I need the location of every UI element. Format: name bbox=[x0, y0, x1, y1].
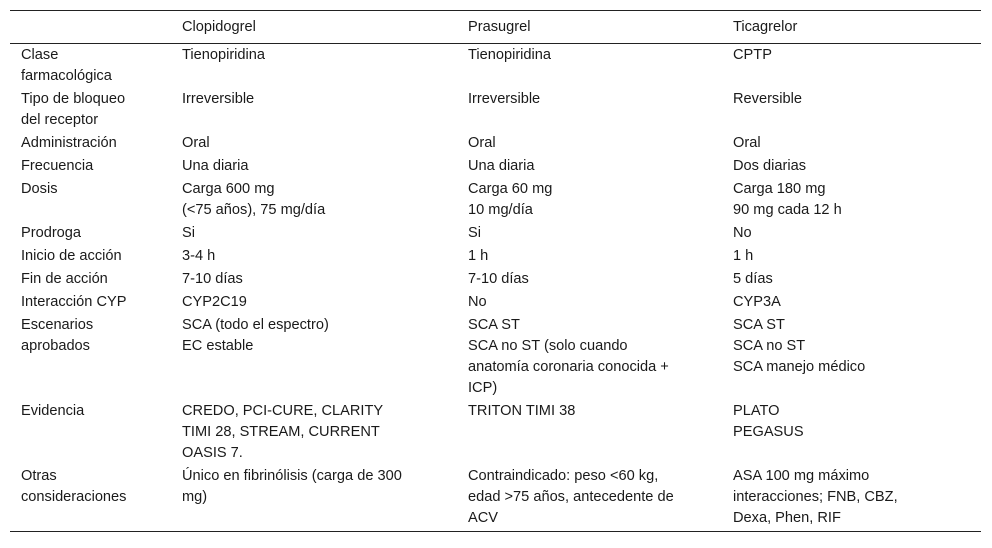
table-cell bbox=[171, 268, 457, 291]
table-cell bbox=[171, 88, 457, 132]
table-row bbox=[10, 88, 981, 132]
cell-text-line: Una diaria bbox=[468, 158, 535, 174]
table-cell bbox=[171, 178, 457, 222]
cell-text-line: 3-4 h bbox=[182, 248, 216, 264]
table-row bbox=[10, 132, 981, 155]
row-label-cell bbox=[10, 245, 171, 268]
table-cell bbox=[722, 88, 981, 132]
table-row bbox=[10, 400, 981, 465]
table-cell bbox=[722, 44, 981, 89]
row-label-cell bbox=[10, 155, 171, 178]
table-cell bbox=[171, 314, 457, 400]
cell-text-line: Otras bbox=[21, 468, 57, 484]
row-label-cell bbox=[10, 291, 171, 314]
header-cell: Clopidogrel bbox=[182, 18, 256, 35]
cell-text-line: Carga 180 mg bbox=[733, 181, 826, 197]
table-row bbox=[10, 44, 981, 89]
cell-text-line: Si bbox=[468, 225, 481, 241]
cell-text-line: Irreversible bbox=[468, 91, 541, 107]
table-header-row bbox=[10, 11, 981, 44]
table-cell bbox=[457, 314, 722, 400]
cell-text-line: SCA no ST bbox=[733, 338, 806, 354]
cell-text-line: CYP3A bbox=[733, 294, 781, 310]
header-cell: Prasugrel bbox=[468, 18, 531, 35]
cell-text-line: OASIS 7. bbox=[182, 445, 243, 461]
table-cell bbox=[722, 268, 981, 291]
table-cell bbox=[457, 291, 722, 314]
table-cell bbox=[457, 465, 722, 532]
table-cell bbox=[171, 155, 457, 178]
table-cell bbox=[457, 178, 722, 222]
cell-text-line: ASA 100 mg máximo bbox=[733, 468, 870, 484]
cell-text-line: consideraciones bbox=[21, 489, 127, 505]
cell-text-line: Una diaria bbox=[182, 158, 249, 174]
cell-text-line: 7-10 días bbox=[468, 271, 529, 287]
cell-text-line: Oral bbox=[733, 135, 761, 151]
cell-text-line: farmacológica bbox=[21, 68, 112, 84]
row-label-cell bbox=[10, 314, 171, 400]
cell-text-line: Clase bbox=[21, 47, 59, 63]
table-cell bbox=[722, 155, 981, 178]
table-row bbox=[10, 155, 981, 178]
antiplatelet-comparison-table bbox=[10, 10, 981, 532]
cell-text-line: TRITON TIMI 38 bbox=[468, 403, 576, 419]
cell-text-line: 1 h bbox=[468, 248, 489, 264]
cell-text-line: (<75 años), 75 mg/día bbox=[182, 202, 326, 218]
table-cell bbox=[171, 222, 457, 245]
cell-text-line: EC estable bbox=[182, 338, 254, 354]
table-cell bbox=[171, 400, 457, 465]
cell-text-line: SCA manejo médico bbox=[733, 359, 866, 375]
table-row bbox=[10, 465, 981, 532]
cell-text-line: Si bbox=[182, 225, 195, 241]
cell-text-line: Inicio de acción bbox=[21, 248, 122, 264]
cell-text-line: Tipo de bloqueo bbox=[21, 91, 126, 107]
table-row bbox=[10, 245, 981, 268]
cell-text-line: 7-10 días bbox=[182, 271, 243, 287]
table-cell bbox=[457, 132, 722, 155]
table-cell bbox=[722, 132, 981, 155]
cell-text-line: Carga 60 mg bbox=[468, 181, 553, 197]
table-cell bbox=[457, 245, 722, 268]
cell-text-line: Evidencia bbox=[21, 403, 85, 419]
cell-text-line: No bbox=[468, 294, 487, 310]
cell-text-line: Único en fibrinólisis (carga de 300 bbox=[182, 468, 402, 484]
cell-text-line: TIMI 28, STREAM, CURRENT bbox=[182, 424, 380, 440]
table-row bbox=[10, 291, 981, 314]
table-cell bbox=[171, 44, 457, 89]
cell-text-line: SCA (todo el espectro) bbox=[182, 317, 329, 333]
table-cell bbox=[722, 400, 981, 465]
cell-text-line: Irreversible bbox=[182, 91, 255, 107]
table-cell bbox=[171, 291, 457, 314]
cell-text-line: Fin de acción bbox=[21, 271, 108, 287]
table-cell bbox=[457, 155, 722, 178]
cell-text-line: 90 mg cada 12 h bbox=[733, 202, 842, 218]
row-label-cell bbox=[10, 222, 171, 245]
table-cell bbox=[457, 88, 722, 132]
table-cell bbox=[457, 268, 722, 291]
comparison-table-container bbox=[10, 10, 981, 532]
cell-text-line: CYP2C19 bbox=[182, 294, 247, 310]
cell-text-line: Tienopiridina bbox=[182, 47, 266, 63]
cell-text-line: anatomía coronaria conocida + bbox=[468, 359, 669, 375]
cell-text-line: Contraindicado: peso <60 kg, bbox=[468, 468, 659, 484]
cell-text-line: Dos diarias bbox=[733, 158, 806, 174]
cell-text-line: No bbox=[733, 225, 752, 241]
cell-text-line: Administración bbox=[21, 135, 117, 151]
table-cell bbox=[171, 465, 457, 532]
table-body bbox=[10, 44, 981, 532]
table-row bbox=[10, 314, 981, 400]
cell-text-line: Reversible bbox=[733, 91, 802, 107]
cell-text-line: ICP) bbox=[468, 380, 498, 396]
row-label-cell bbox=[10, 44, 171, 89]
cell-text-line: CREDO, PCI-CURE, CLARITY bbox=[182, 403, 384, 419]
cell-text-line: ACV bbox=[468, 510, 499, 526]
table-cell bbox=[171, 245, 457, 268]
table-cell bbox=[722, 245, 981, 268]
row-label-cell bbox=[10, 400, 171, 465]
cell-text-line: del receptor bbox=[21, 112, 99, 128]
table-row bbox=[10, 178, 981, 222]
cell-text-line: Oral bbox=[182, 135, 210, 151]
cell-text-line: SCA no ST (solo cuando bbox=[468, 338, 628, 354]
cell-text-line: PEGASUS bbox=[733, 424, 804, 440]
cell-text-line: Tienopiridina bbox=[468, 47, 552, 63]
table-cell bbox=[722, 314, 981, 400]
row-label-cell bbox=[10, 268, 171, 291]
cell-text-line: Carga 600 mg bbox=[182, 181, 275, 197]
cell-text-line: CPTP bbox=[733, 47, 772, 63]
cell-text-line: mg) bbox=[182, 489, 208, 505]
cell-text-line: 1 h bbox=[733, 248, 754, 264]
cell-text-line: interacciones; FNB, CBZ, bbox=[733, 489, 898, 505]
row-label-cell bbox=[10, 178, 171, 222]
row-label-cell bbox=[10, 465, 171, 532]
table-cell bbox=[457, 44, 722, 89]
table-row bbox=[10, 268, 981, 291]
cell-text-line: Interacción CYP bbox=[21, 294, 127, 310]
table-cell bbox=[457, 400, 722, 465]
table-row bbox=[10, 222, 981, 245]
cell-text-line: Prodroga bbox=[21, 225, 82, 241]
table-cell bbox=[457, 222, 722, 245]
row-label-cell bbox=[10, 132, 171, 155]
table-cell bbox=[722, 465, 981, 532]
table-cell bbox=[722, 222, 981, 245]
cell-text-line: Escenarios bbox=[21, 317, 94, 333]
cell-text-line: Dexa, Phen, RIF bbox=[733, 510, 841, 526]
table-cell bbox=[722, 291, 981, 314]
header-cell bbox=[10, 11, 171, 44]
cell-text-line: SCA ST bbox=[733, 317, 785, 333]
table-cell bbox=[722, 178, 981, 222]
cell-text-line: PLATO bbox=[733, 403, 780, 419]
row-label-cell bbox=[10, 88, 171, 132]
cell-text-line: aprobados bbox=[21, 338, 90, 354]
cell-text-line: Dosis bbox=[21, 181, 58, 197]
cell-text-line: SCA ST bbox=[468, 317, 520, 333]
header-cell: Ticagrelor bbox=[733, 18, 798, 35]
cell-text-line: edad >75 años, antecedente de bbox=[468, 489, 674, 505]
cell-text-line: Oral bbox=[468, 135, 496, 151]
cell-text-line: Frecuencia bbox=[21, 158, 94, 174]
cell-text-line: 5 días bbox=[733, 271, 773, 287]
table-cell bbox=[171, 132, 457, 155]
cell-text-line: 10 mg/día bbox=[468, 202, 533, 218]
